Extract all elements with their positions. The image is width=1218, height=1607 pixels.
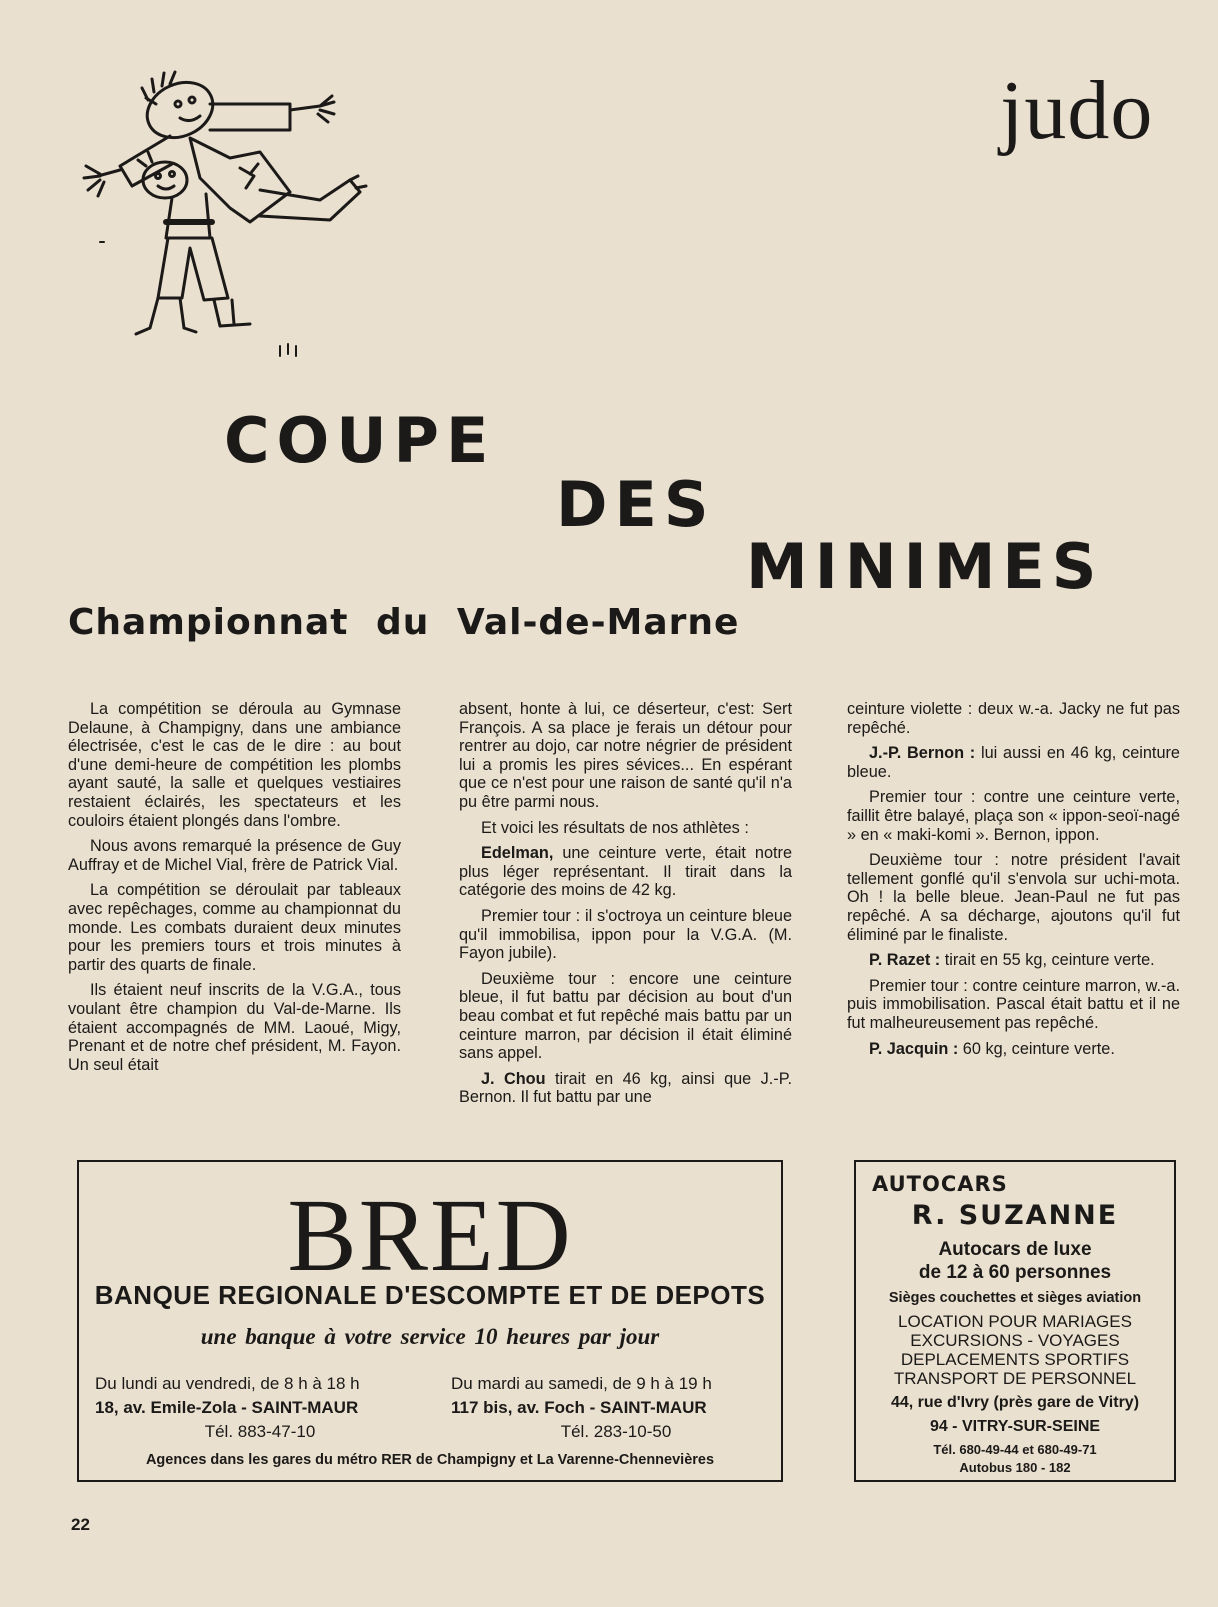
autocars-services bbox=[856, 1312, 1174, 1388]
article-column-1 bbox=[68, 700, 401, 1081]
athlete-name: J.-P. Bernon : bbox=[869, 744, 976, 763]
autocars-bus: Autobus 180 - 182 bbox=[959, 1460, 1071, 1475]
service-item: TRANSPORT DE PERSONNEL bbox=[893, 1369, 1137, 1388]
autocars-company: R. SUZANNE bbox=[911, 1200, 1119, 1231]
luxury-line: Autocars de luxe bbox=[938, 1239, 1092, 1260]
subhead: Championnat du Val-de-Marne bbox=[68, 602, 740, 643]
autocars-title: AUTOCARS bbox=[872, 1172, 1008, 1196]
paragraph: absent, honte à lui, ce déserteur, c'est: Sert François. A sa place je ferais un détour pour rentrer au dojo, car notre négrier de président lui a promis les pires sévices... En espérant que ce n'est pour une raison de santé qu'il n'a pu être parmi nous. bbox=[459, 700, 792, 811]
branch-phone: Tél. 283-10-50 bbox=[560, 1422, 672, 1441]
paragraph: Premier tour : contre ceinture marron, w.-a. puis immobilisation. Pascal était battu et il ne fut malheureusement pas repêché. bbox=[847, 976, 1180, 1032]
autocars-advertisement bbox=[854, 1160, 1176, 1482]
autocars-city: 94 - VITRY-SUR-SEINE bbox=[929, 1418, 1101, 1435]
branch-address: 117 bis, av. Foch - SAINT-MAUR bbox=[451, 1398, 707, 1417]
autocars-seats: Sièges couchettes et sièges aviation bbox=[888, 1290, 1142, 1306]
paragraph-text: 60 kg, ceinture verte. bbox=[958, 1039, 1115, 1058]
paragraph bbox=[847, 744, 1180, 781]
headline-line-1: COUPE bbox=[224, 404, 496, 477]
paragraph: Et voici les résultats de nos athlètes : bbox=[481, 818, 749, 837]
bred-logo: BRED bbox=[287, 1178, 573, 1293]
headline-line-2: DES bbox=[556, 468, 716, 541]
autocars-address: 44, rue d'Ivry (près gare de Vitry) bbox=[890, 1394, 1140, 1411]
service-item: EXCURSIONS - VOYAGES bbox=[910, 1331, 1120, 1350]
paragraph: Deuxième tour : notre président l'avait tellement gonflé qu'il s'envola sur uchi-mota. Oh ! la belle bleue. Jean-Paul ne fut pas repêché. A sa décharge, ajoutons qu'il fut éliminé par le finaliste. bbox=[847, 851, 1180, 944]
bred-branch-2 bbox=[451, 1372, 781, 1444]
paragraph bbox=[459, 1070, 792, 1107]
branch-phone: Tél. 883-47-10 bbox=[204, 1422, 316, 1441]
autocars-phone: Tél. 680-49-44 et 680-49-71 bbox=[933, 1442, 1097, 1457]
branch-hours: Du lundi au vendredi, de 8 h à 18 h bbox=[95, 1374, 360, 1393]
paragraph: ceinture violette : deux w.-a. Jacky ne fut pas repêché. bbox=[847, 700, 1180, 737]
athlete-name: P. Jacquin : bbox=[869, 1039, 959, 1058]
paragraph: La compétition se déroula au Gymnase Delaune, à Champigny, dans une ambiance électrisée, c'est le cas de le dire : au bout d'une demi-heure de compétition les plombs ayant sauté, la salle et quelques vestiaires restaient éclairés, les spectateurs et les couloirs étaient plongés dans l'ombre. bbox=[68, 700, 401, 830]
athlete-name: P. Razet : bbox=[869, 951, 941, 970]
paragraph: Premier tour : contre une ceinture verte, faillit être balayé, plaça son « ippon-seoï-nagé » en « maki-komi ». Bernon, ippon. bbox=[847, 788, 1180, 844]
bred-branch-1 bbox=[95, 1372, 425, 1444]
paragraph-text: lui aussi en 46 kg, ceinture bleue. bbox=[847, 744, 1180, 781]
bred-agencies: Agences dans les gares du métro RER de Champigny et La Varenne-Chennevières bbox=[145, 1452, 715, 1468]
paragraph bbox=[847, 951, 1180, 970]
autocars-luxury bbox=[856, 1238, 1174, 1284]
judo-fighters-illustration-icon bbox=[60, 70, 390, 370]
article-column-3 bbox=[847, 700, 1180, 1065]
paragraph: Premier tour : il s'octroya un ceinture bleue qu'il immobilisa, ippon pour la V.G.A. (M. Fayon jubile). bbox=[459, 906, 792, 963]
paragraph: Deuxième tour : encore une ceinture bleue, il fut battu par décision au bout d'un beau combat et fut repêché mais battu par un ceinture marron, par décision il était éliminé sans appel. bbox=[459, 969, 792, 1063]
paragraph-text: tirait en 46 kg, ainsi que J.-P. Bernon. Il fut battu par une bbox=[459, 1069, 792, 1107]
bred-advertisement bbox=[77, 1160, 783, 1482]
athlete-name: Edelman, bbox=[481, 844, 554, 863]
athlete-name: J. Chou bbox=[481, 1069, 546, 1088]
branch-hours: Du mardi au samedi, de 9 h à 19 h bbox=[451, 1374, 712, 1393]
section-title: judo bbox=[1000, 64, 1154, 157]
capacity-line: de 12 à 60 personnes bbox=[918, 1262, 1112, 1283]
bred-tagline: une banque à votre service 10 heures par jour bbox=[200, 1324, 660, 1349]
paragraph bbox=[847, 1040, 1180, 1059]
page-number: 22 bbox=[71, 1515, 90, 1534]
paragraph: Ils étaient neuf inscrits de la V.G.A., tous voulant être champion du Val-de-Marne. Ils étaient accompagnés de MM. Laoué, Migy, Prenant et de notre chef président, M. Fayon. Un seul était bbox=[68, 981, 401, 1074]
service-item: DEPLACEMENTS SPORTIFS bbox=[900, 1350, 1130, 1369]
article-column-2 bbox=[459, 700, 792, 1114]
service-item: LOCATION POUR MARIAGES bbox=[898, 1312, 1132, 1331]
paragraph-text: une ceinture verte, était notre plus léger représentant. Il tirait dans la catégorie des moins de 42 kg. bbox=[459, 844, 792, 900]
paragraph-text: tirait en 55 kg, ceinture verte. bbox=[940, 951, 1155, 970]
bred-bank-name: BANQUE REGIONALE D'ESCOMPTE ET DE DEPOTS bbox=[94, 1280, 766, 1310]
paragraph: Nous avons remarqué la présence de Guy Auffray et de Michel Vial, frère de Patrick Vial. bbox=[68, 837, 401, 874]
headline-line-3: MINIMES bbox=[746, 530, 1104, 603]
branch-address: 18, av. Emile-Zola - SAINT-MAUR bbox=[95, 1398, 359, 1417]
paragraph bbox=[459, 844, 792, 900]
paragraph: La compétition se déroulait par tableaux avec repêchages, comme au championnat du monde. Les combats duraient deux minutes pour les premiers tours et trois minutes à partir des quarts de finale. bbox=[68, 881, 401, 974]
